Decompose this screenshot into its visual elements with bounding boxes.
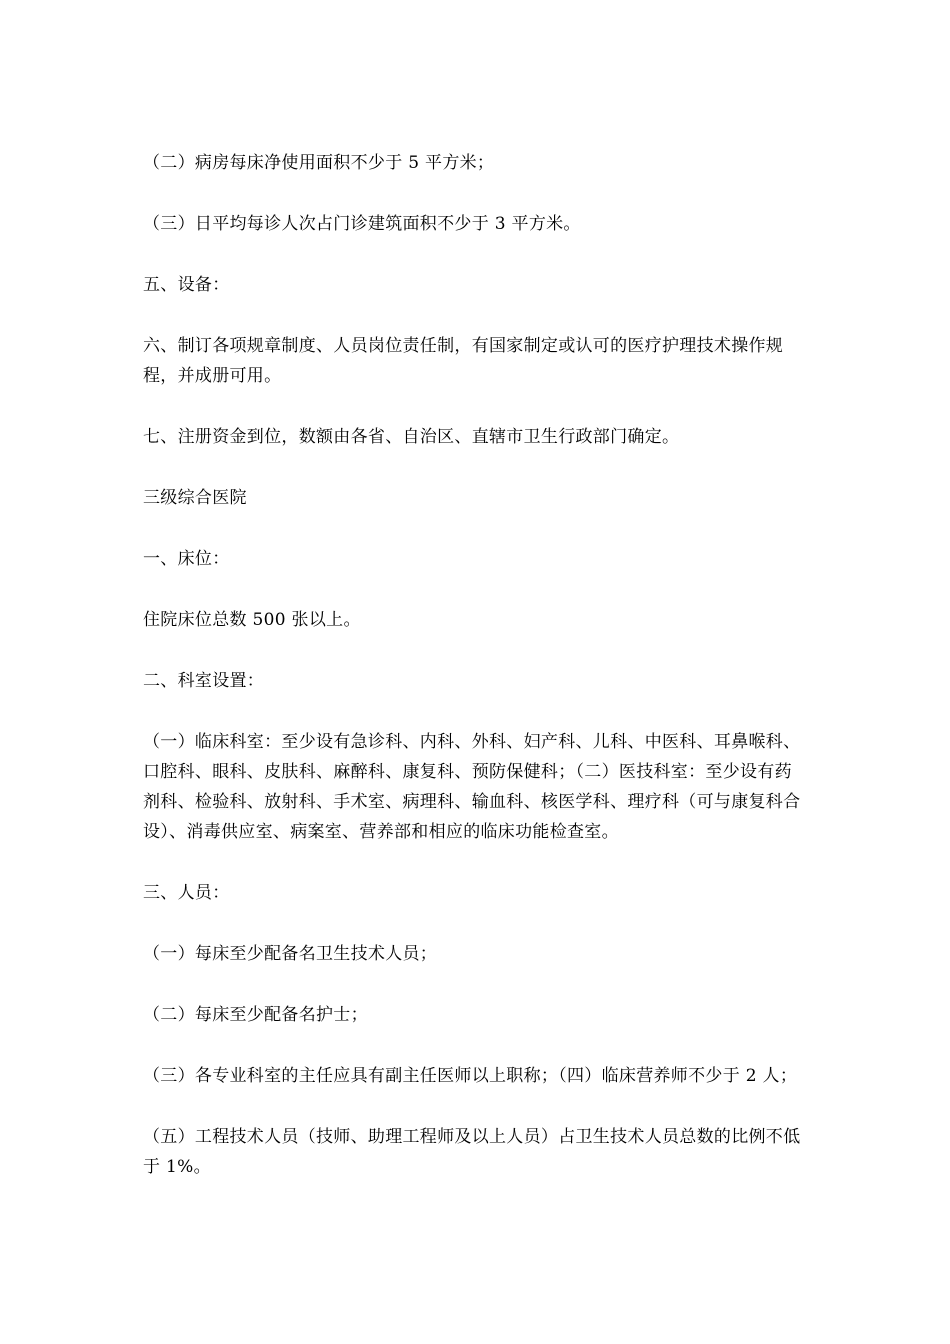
paragraph-department-list: （一）临床科室：至少设有急诊科、内科、外科、妇产科、儿科、中医科、耳鼻喉科、口腔科、眼科、皮肤科、麻醉科、康复科、预防保健科；（二）医技科室：至少设有药剂科、检验科、放射科、手术室、病理科、输血科、核医学科、理疗科（可与康复科合设）、消毒供应室、病案室、营养部和相应的临床功能检查室。 — [143, 732, 801, 842]
paragraph-nurses-per-bed: （二）每床至少配备名护士； — [143, 1005, 368, 1025]
paragraph-bed-area: （二）病房每床净使用面积不少于 5 平方米； — [143, 153, 495, 173]
paragraph-department-directors: （三）各专业科室的主任应具有副主任医师以上职称；（四）临床营养师不少于 2 人； — [143, 1066, 798, 1086]
paragraph-bed-count: 住院床位总数 500 张以上。 — [143, 610, 361, 630]
paragraph-outpatient-area: （三）日平均每诊人次占门诊建筑面积不少于 3 平方米。 — [143, 214, 581, 234]
section-departments: 二、科室设置： — [143, 671, 265, 691]
section-equipment: 五、设备： — [143, 275, 230, 295]
paragraph-technicians-per-bed: （一）每床至少配备名卫生技术人员； — [143, 944, 438, 964]
section-registered-capital: 七、注册资金到位，数额由各省、自治区、直辖市卫生行政部门确定。 — [143, 427, 680, 447]
document-body — [143, 148, 808, 1213]
paragraph-engineering-staff: （五）工程技术人员（技师、助理工程师及以上人员）占卫生技术人员总数的比例不低于 1%。 — [143, 1127, 801, 1177]
section-beds: 一、床位： — [143, 549, 230, 569]
heading-tertiary-hospital: 三级综合医院 — [143, 488, 247, 508]
section-personnel: 三、人员： — [143, 883, 230, 903]
section-regulations: 六、制订各项规章制度、人员岗位责任制，有国家制定或认可的医疗护理技术操作规程，并成册可用。 — [143, 336, 784, 386]
